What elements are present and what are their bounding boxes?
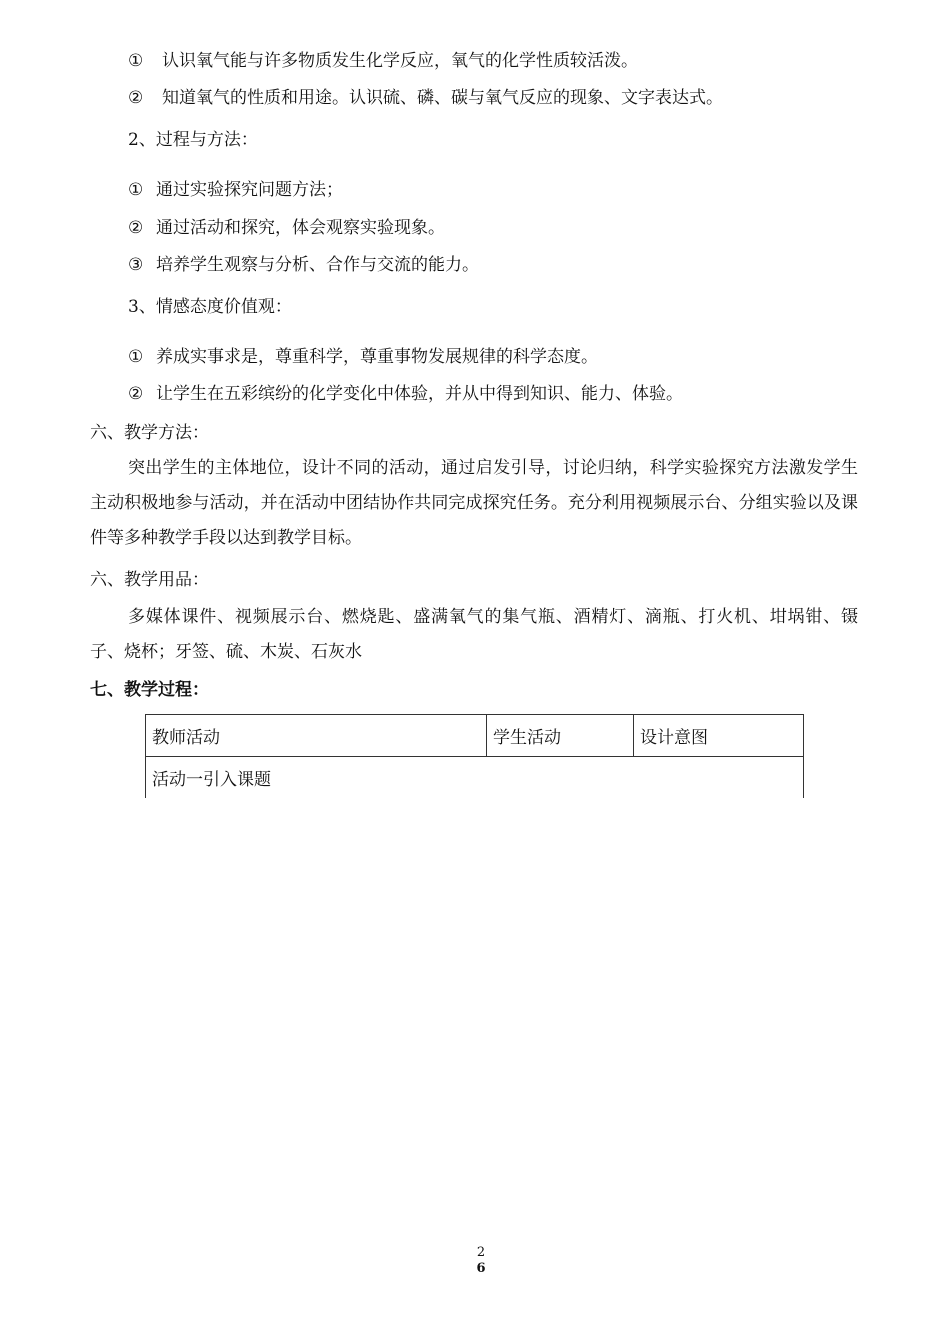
supplies-paragraph: 多媒体课件、视频展示台、燃烧匙、盛满氧气的集气瓶、酒精灯、滴瓶、打火机、坩埚钳、镊子、烧杯；牙签、硫、木炭、石灰水: [90, 607, 858, 662]
process-item-3: [128, 255, 479, 275]
process-item-2: [128, 218, 445, 238]
page-number-current: 2: [476, 1245, 486, 1260]
procedure-heading: 七、教学过程：: [90, 680, 209, 700]
item-text: 培养学生观察与分析、合作与交流的能力。: [156, 255, 479, 275]
item-number: ①: [128, 347, 144, 367]
item-text: 通过活动和探究，体会观察实验现象。: [156, 218, 445, 238]
header-student-activity: 学生活动: [487, 715, 634, 757]
emotion-item-2: [128, 384, 683, 404]
header-teacher-activity: 教师活动: [146, 715, 487, 757]
page-number-total: 6: [476, 1261, 486, 1276]
table-row: [146, 757, 804, 799]
emotion-item-1: [128, 347, 598, 367]
method-heading: 六、教学方法：: [90, 423, 209, 443]
emotion-heading: 3、情感态度价值观：: [128, 297, 292, 317]
item-number: ②: [128, 384, 144, 404]
process-item-1: [128, 180, 343, 200]
header-design-intent: 设计意图: [634, 715, 804, 757]
item-text: 认识氧气能与许多物质发生化学反应，氧气的化学性质较活泼。: [162, 51, 638, 71]
method-paragraph: 突出学生的主体地位，设计不同的活动，通过启发引导，讨论归纳，科学实验探究方法激发学生主动积极地参与活动，并在活动中团结协作共同完成探究任务。充分利用视频展示台、分组实验以及课件等多种教学手段以达到教学目标。: [90, 458, 858, 548]
item-number: ③: [128, 255, 144, 275]
item-number: ①: [128, 180, 144, 200]
item-number: ②: [128, 218, 144, 238]
process-heading: 2、过程与方法：: [128, 130, 258, 150]
item-text: 养成实事求是，尊重科学，尊重事物发展规律的科学态度。: [156, 347, 598, 367]
item-text: 通过实验探究问题方法；: [156, 180, 343, 200]
knowledge-item-1: [128, 51, 638, 71]
knowledge-item-2: [128, 88, 723, 108]
item-text: 知道氧气的性质和用途。认识硫、磷、碳与氧气反应的现象、文字表达式。: [162, 88, 723, 108]
item-number: ①: [128, 51, 144, 71]
activity-one-cell: 活动一引入课题: [146, 757, 804, 799]
item-text: 让学生在五彩缤纷的化学变化中体验，并从中得到知识、能力、体验。: [156, 384, 683, 404]
item-number: ②: [128, 88, 144, 108]
procedure-table: [145, 714, 804, 798]
supplies-heading: 六、教学用品：: [90, 570, 209, 590]
table-header-row: [146, 715, 804, 757]
